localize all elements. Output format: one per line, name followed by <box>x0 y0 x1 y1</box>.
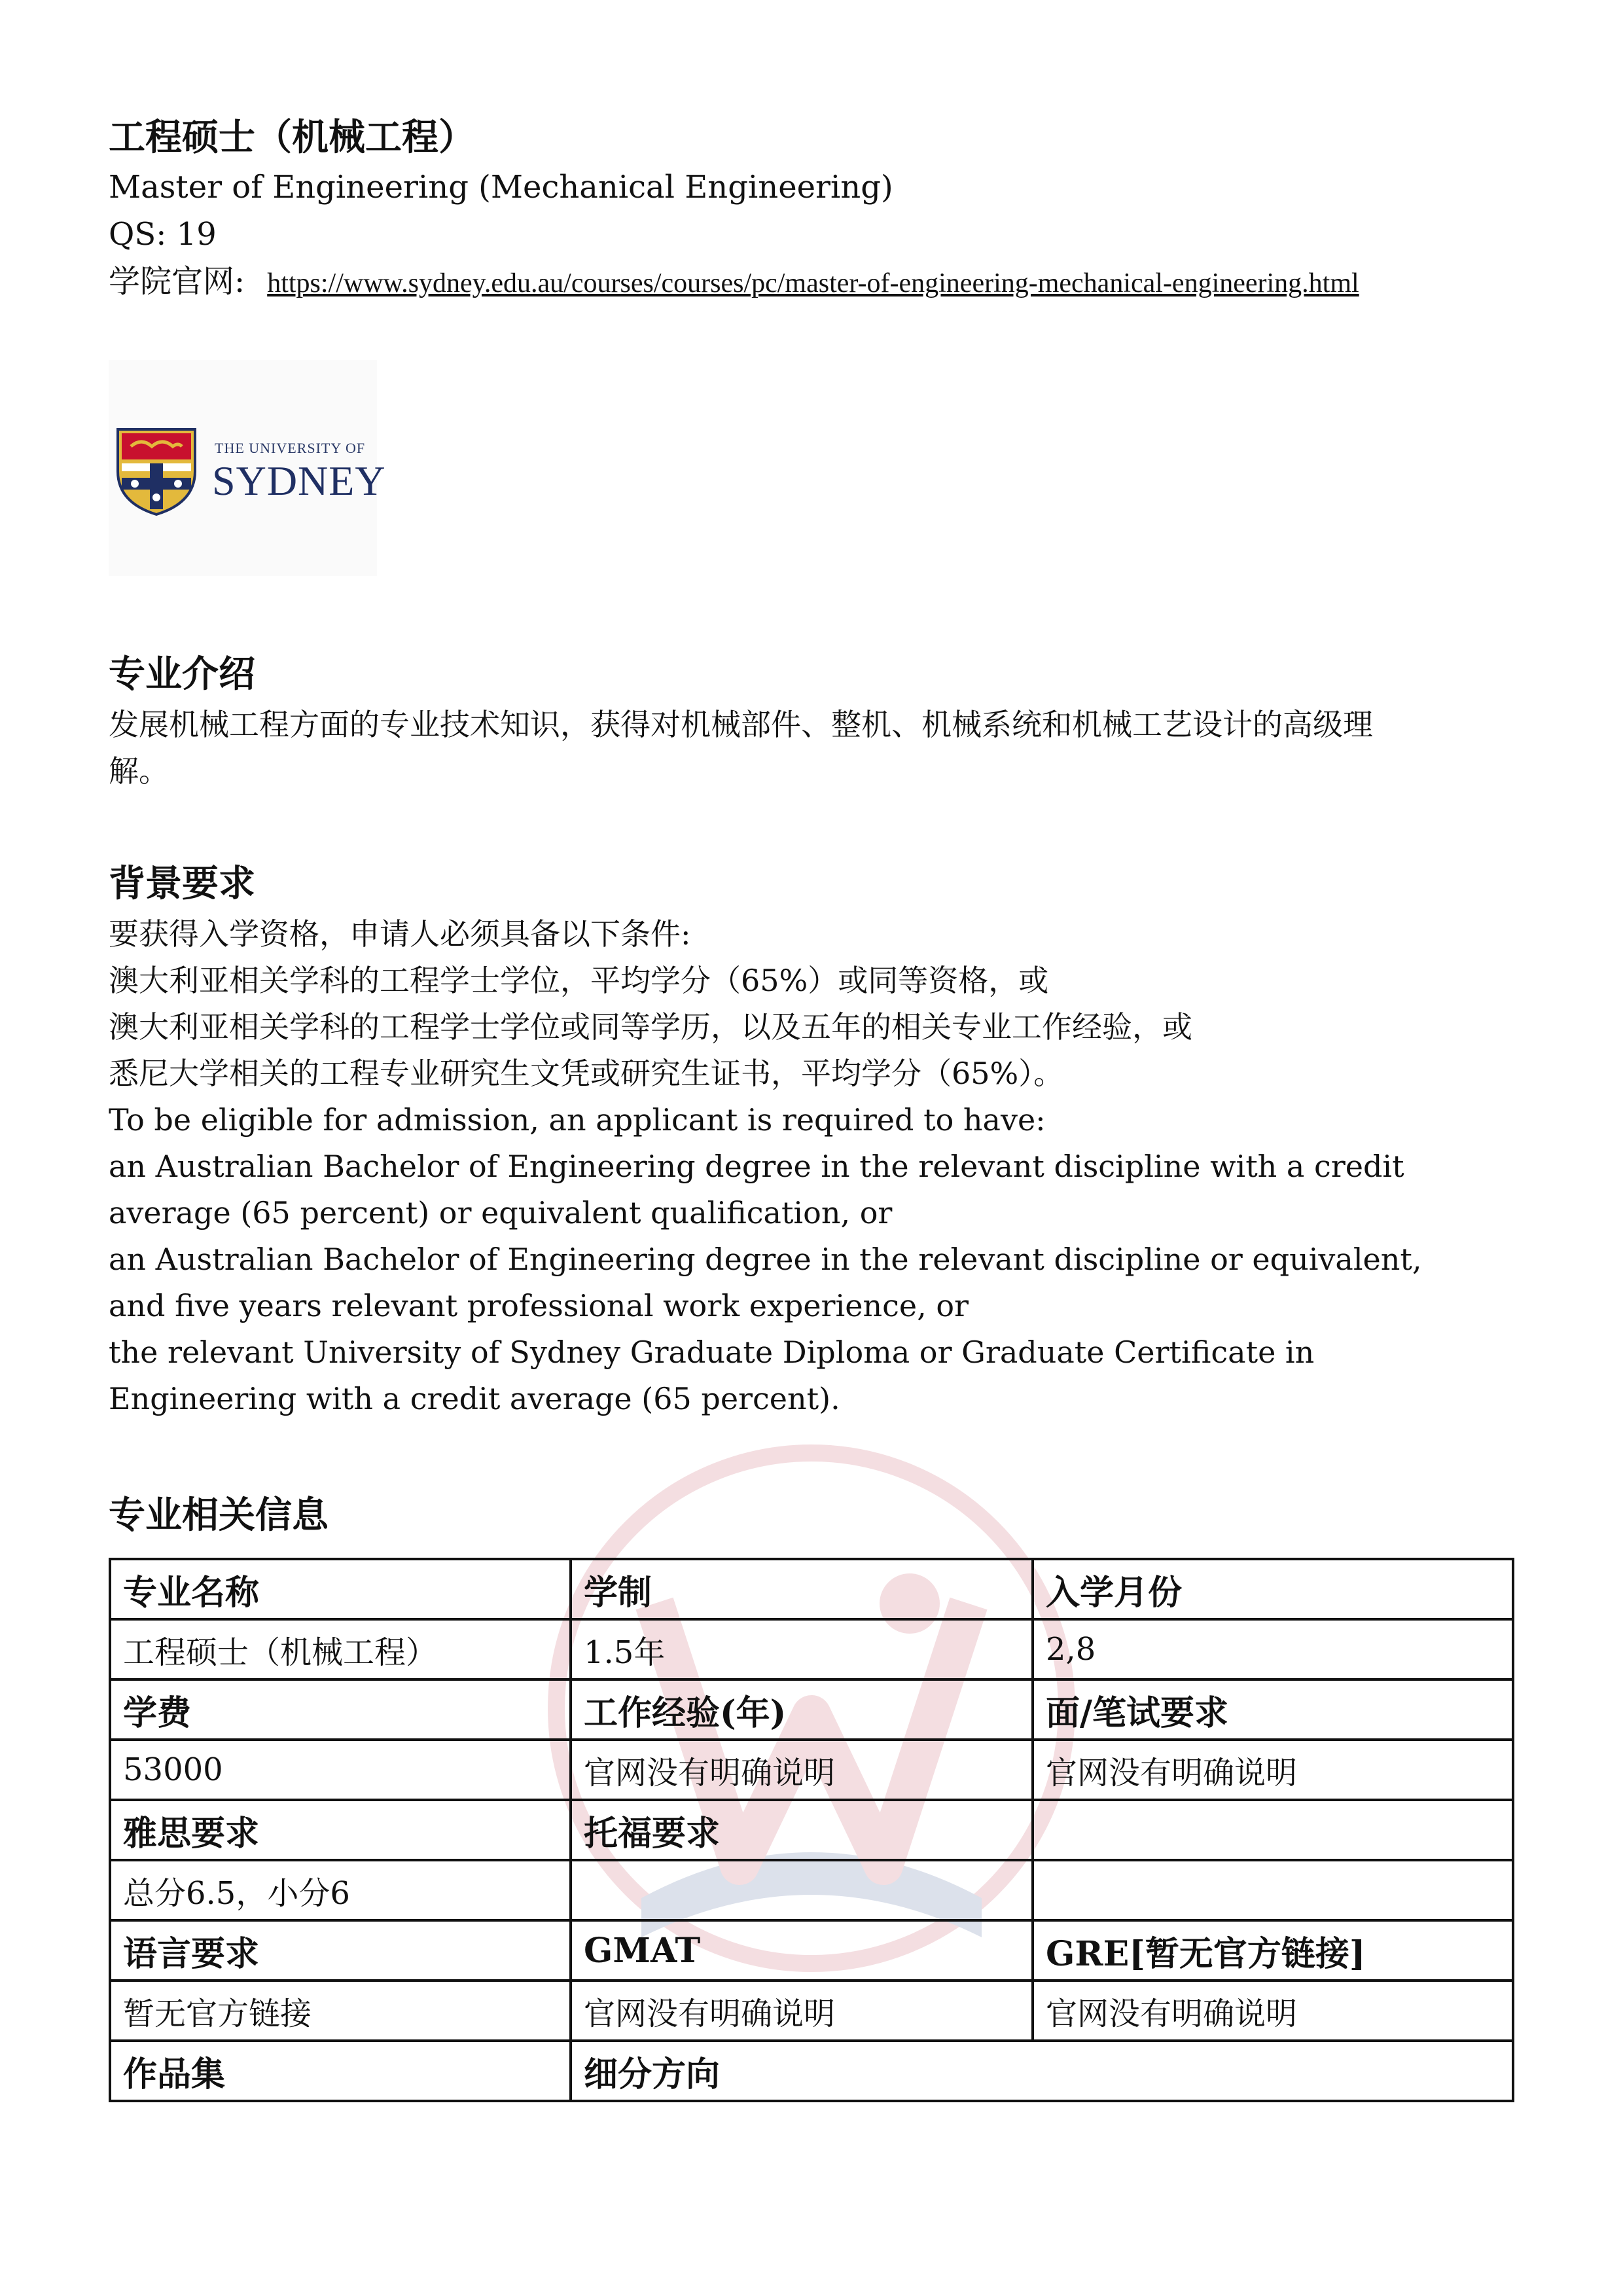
header-cell: 语言要求 <box>110 1920 571 1981</box>
website-row <box>109 258 1623 307</box>
value-cell <box>1033 1860 1513 1920</box>
requirement-line: Engineering with a credit average (65 percent). <box>109 1381 840 1416</box>
table-row <box>110 1619 1513 1679</box>
table-row <box>110 1559 1513 1619</box>
requirement-line: average (65 percent) or equivalent qualification, or <box>109 1195 893 1230</box>
header-block <box>109 111 1522 307</box>
header-cell: 专业名称 <box>110 1559 571 1619</box>
header-cell: GMAT <box>571 1920 1033 1981</box>
university-logo <box>109 360 386 576</box>
header-cell: GRE[暂无官方链接] <box>1033 1920 1513 1981</box>
header-cell: 托福要求 <box>571 1800 1033 1860</box>
requirement-line: 悉尼大学相关的工程专业研究生文凭或研究生证书，平均学分（65%）。 <box>109 1056 1064 1091</box>
info-heading: 专业相关信息 <box>109 1494 329 1537</box>
program-title-en: Master of Engineering (Mechanical Engineering) <box>109 169 893 206</box>
requirement-line: and five years relevant professional work experience, or <box>109 1288 969 1323</box>
table-row <box>110 1981 1513 2041</box>
logo-text-small: THE UNIVERSITY OF <box>215 440 366 456</box>
value-cell <box>571 1860 1033 1920</box>
intro-line: 发展机械工程方面的专业技术知识，获得对机械部件、整机、机械系统和机械工艺设计的高级理 <box>109 707 1373 742</box>
header-cell <box>1033 1800 1513 1860</box>
value-cell: 暂无官方链接 <box>110 1981 571 2041</box>
table-row <box>110 1860 1513 1920</box>
intro-heading: 专业介绍 <box>109 653 255 696</box>
value-cell: 1.5年 <box>571 1619 1033 1679</box>
background-heading: 背景要求 <box>109 862 255 905</box>
header-cell: 学费 <box>110 1679 571 1740</box>
value-cell: 2,8 <box>1033 1619 1513 1679</box>
intro-line: 解。 <box>109 753 169 789</box>
value-cell: 53000 <box>110 1740 571 1800</box>
requirement-line: an Australian Bachelor of Engineering degree in the relevant discipline or equivalent, <box>109 1242 1422 1277</box>
header-cell: 细分方向 <box>571 2041 1513 2101</box>
value-cell: 官网没有明确说明 <box>571 1981 1033 2041</box>
website-link[interactable]: https://www.sydney.edu.au/courses/courses/pc/master-of-engineering-mechanical-engineering.html <box>267 268 1359 298</box>
table-row <box>110 1800 1513 1860</box>
header-cell: 入学月份 <box>1033 1559 1513 1619</box>
requirement-line: 澳大利亚相关学科的工程学士学位，平均学分（65%）或同等资格，或 <box>109 963 1049 998</box>
requirement-line: an Australian Bachelor of Engineering degree in the relevant discipline with a credit <box>109 1149 1404 1184</box>
value-cell: 总分6.5，小分6 <box>110 1860 571 1920</box>
program-title-cn: 工程硕士（机械工程） <box>109 116 475 159</box>
program-info-table <box>109 1558 1514 2102</box>
table-row <box>110 1920 1513 1981</box>
value-cell: 官网没有明确说明 <box>1033 1981 1513 2041</box>
value-cell: 官网没有明确说明 <box>1033 1740 1513 1800</box>
website-label: 学院官网: <box>109 263 245 300</box>
header-cell: 学制 <box>571 1559 1033 1619</box>
requirement-line: 要获得入学资格，申请人必须具备以下条件: <box>109 916 691 952</box>
table-row <box>110 2041 1513 2101</box>
header-cell: 工作经验(年) <box>571 1679 1033 1740</box>
header-cell: 雅思要求 <box>110 1800 571 1860</box>
requirement-line: 澳大利亚相关学科的工程学士学位或同等学历，以及五年的相关专业工作经验，或 <box>109 1009 1192 1045</box>
requirement-line: To be eligible for admission, an applicant is required to have: <box>109 1102 1046 1138</box>
requirement-line: the relevant University of Sydney Graduate Diploma or Graduate Certificate in <box>109 1335 1315 1370</box>
header-cell: 作品集 <box>110 2041 571 2101</box>
logo-text-sydney: SYDNEY <box>212 457 386 504</box>
table-row <box>110 1740 1513 1800</box>
university-crest-icon <box>115 425 198 517</box>
qs-ranking: QS: 19 <box>109 216 217 253</box>
intro-body <box>109 702 1496 795</box>
value-cell: 官网没有明确说明 <box>571 1740 1033 1800</box>
header-cell: 面/笔试要求 <box>1033 1679 1513 1740</box>
background-body <box>109 911 1522 1422</box>
value-cell: 工程硕士（机械工程） <box>110 1619 571 1679</box>
table-row <box>110 1679 1513 1740</box>
